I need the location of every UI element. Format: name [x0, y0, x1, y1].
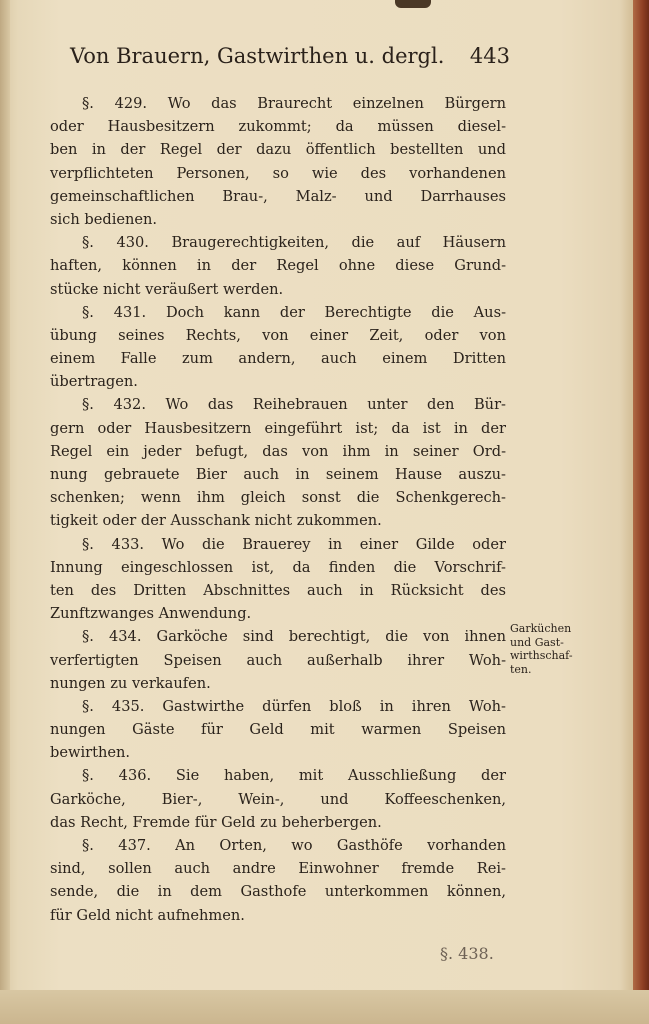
- text-line: gern oder Hausbesitzern eingeführt ist; da ist in der: [50, 419, 506, 437]
- text-line: §. 429. Wo das Braurecht einzelnen Bürgern: [82, 95, 506, 112]
- running-head: Von Brauern, Gastwirthen u. dergl.: [70, 44, 445, 68]
- paragraph: [50, 231, 506, 301]
- text-line: §. 433. Wo die Brauerey in einer Gilde oder: [82, 535, 506, 553]
- text-line: oder Hausbesitzern zukommt; da müssen diesel-: [50, 118, 506, 136]
- text-line: ben in der Regel der dazu öffentlich bestellten und: [50, 141, 506, 159]
- text-line: §. 431. Doch kann der Berechtigte die Aus-: [82, 303, 506, 321]
- text-line: einem Falle zum andern, auch einem Dritten: [50, 350, 506, 368]
- catchword: §. 438.: [440, 944, 494, 963]
- paragraph: [50, 625, 506, 695]
- text-line: nungen zu verkaufen.: [50, 674, 211, 692]
- text-line: §. 437. An Orten, wo Gasthöfe vorhanden: [82, 837, 506, 854]
- text-line: Regel ein jeder befugt, das von ihm in seiner Ord-: [50, 442, 506, 460]
- text-line: bewirthen.: [50, 744, 131, 762]
- text-line: §. 432. Wo das Reihebrauen unter den Bür-: [82, 396, 506, 414]
- page-gutter-shadow: [0, 0, 10, 1024]
- text-line: haften, können in der Regel ohne diese Grund-: [50, 257, 506, 275]
- text-line: nung gebrauete Bier auch in seinem Hause auszu-: [50, 466, 506, 483]
- text-line: §. 435. Gastwirthe dürfen bloß in ihren Woh-: [82, 697, 506, 715]
- paragraph: [50, 695, 506, 765]
- text-line: Garköche, Bier-, Wein-, und Koffeeschenken,: [50, 790, 506, 808]
- text-line: verpflichteten Personen, so wie des vorhandenen: [50, 164, 506, 182]
- text-line: §. 436. Sie haben, mit Ausschließung der: [82, 767, 506, 785]
- text-line: sind, sollen auch andre Einwohner fremde Rei-: [50, 860, 506, 878]
- text-line: das Recht, Fremde für Geld zu beherbergen.: [50, 813, 382, 831]
- text-line: sich bedienen.: [50, 210, 158, 228]
- page-bottom-edge: [0, 990, 649, 1024]
- body-text: [50, 92, 506, 927]
- text-line: ten des Dritten Abschnittes auch in Rücksicht des: [50, 581, 506, 599]
- text-line: gemeinschaftlichen Brau-, Malz- und Darrhauses: [50, 187, 506, 205]
- paragraph: [50, 92, 506, 231]
- paragraph: [50, 533, 506, 626]
- paragraph: [50, 764, 506, 834]
- marginal-note-line: wirthschaf-: [510, 649, 573, 662]
- paragraph: [50, 301, 506, 394]
- text-line: verfertigten Speisen auch außerhalb ihrer Woh-: [50, 651, 506, 669]
- text-line: Zunftzwanges Anwendung.: [50, 605, 252, 623]
- book-edge: [633, 0, 649, 990]
- marginal-note-line: ten.: [510, 662, 532, 676]
- marginal-note-line: Garküchen: [510, 622, 572, 635]
- text-line: tigkeit oder der Ausschank nicht zukommen.: [50, 512, 382, 530]
- text-line: nungen Gäste für Geld mit warmen Speisen: [50, 721, 506, 739]
- page-header: [70, 44, 510, 78]
- marginal-note: [510, 622, 602, 676]
- ribbon-marker: [395, 0, 431, 8]
- text-line: schenken; wenn ihm gleich sonst die Schenkgerech-: [50, 489, 506, 507]
- text-line: §. 434. Garköche sind berechtigt, die von ihnen: [82, 628, 506, 646]
- text-line: Innung eingeschlossen ist, da finden die Vorschrif-: [50, 558, 506, 576]
- text-line: für Geld nicht aufnehmen.: [50, 906, 245, 924]
- paragraph: [50, 834, 506, 927]
- text-line: sende, die in dem Gasthofe unterkommen können,: [50, 883, 506, 901]
- text-line: stücke nicht veräußert werden.: [50, 280, 284, 298]
- page-number: 443: [469, 44, 510, 68]
- paragraph: [50, 393, 506, 532]
- text-line: übung seines Rechts, von einer Zeit, oder von: [50, 326, 506, 344]
- text-line: §. 430. Braugerechtigkeiten, die auf Häusern: [82, 234, 506, 252]
- marginal-note-line: und Gast-: [510, 635, 564, 649]
- text-line: übertragen.: [50, 373, 138, 391]
